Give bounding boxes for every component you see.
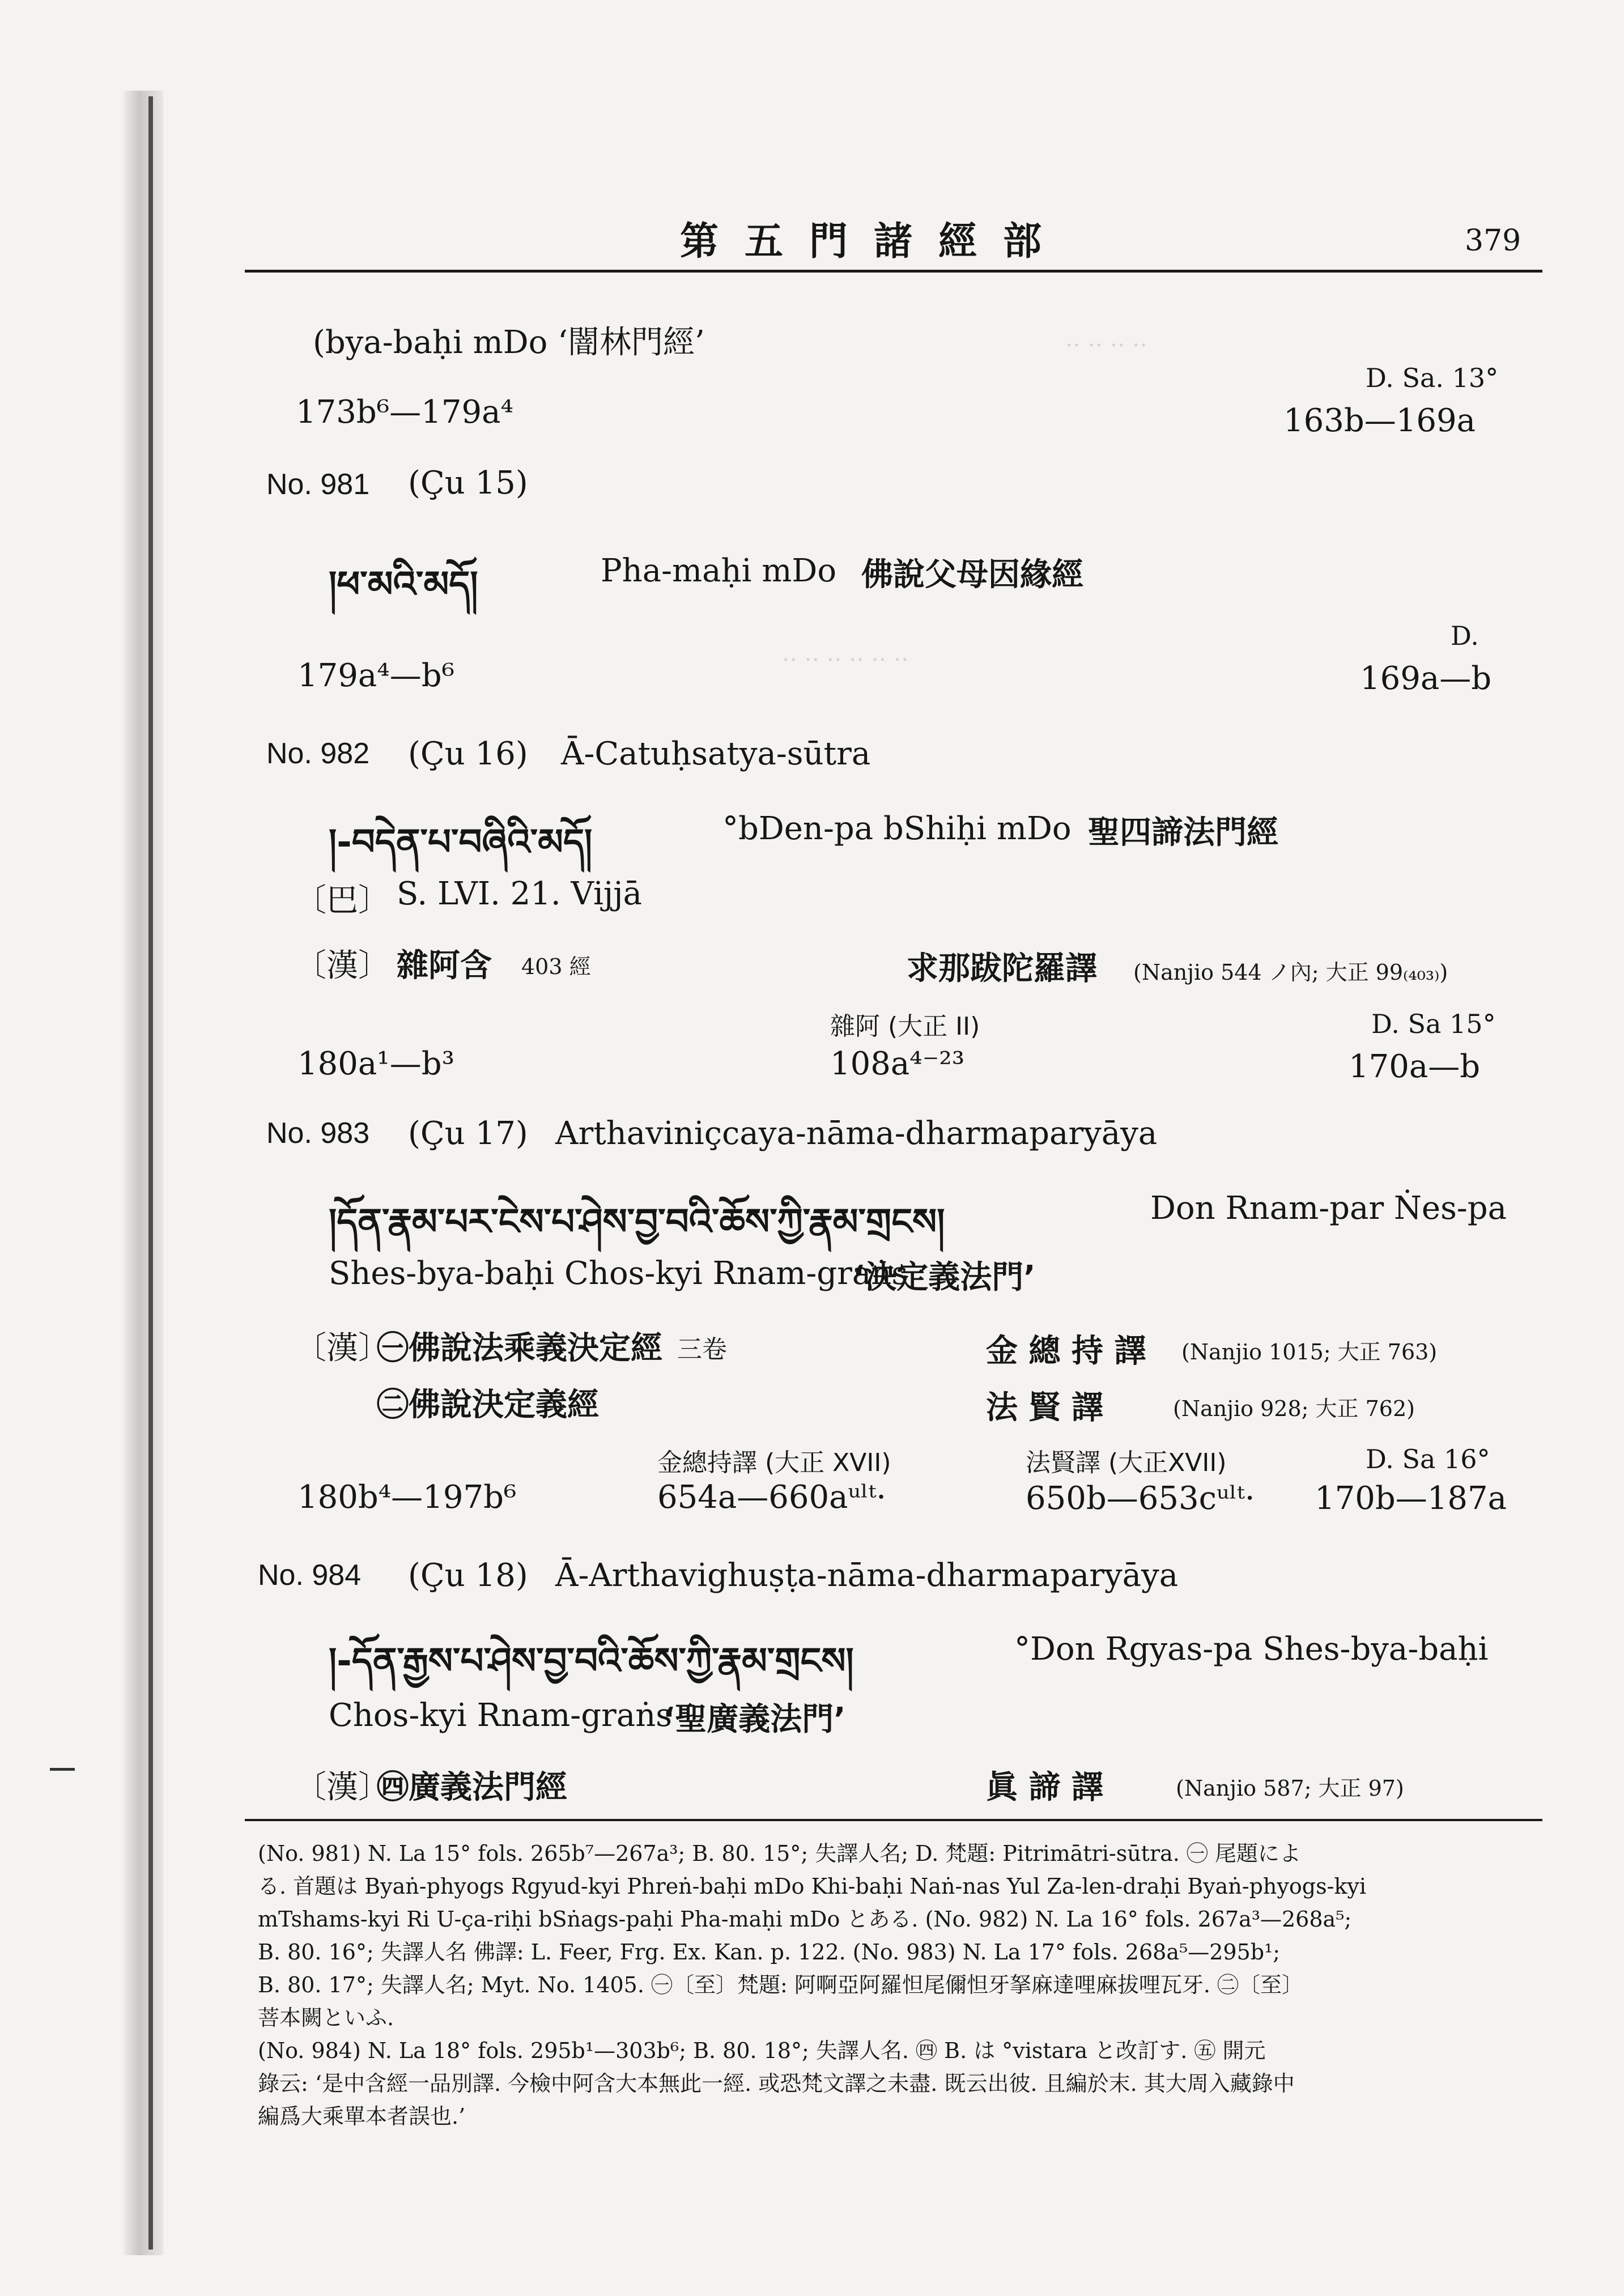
entry-982-derge-ref: D. Sa 15° (1371, 1009, 1496, 1039)
entry-981-range-left: 179a⁴—b⁶ (297, 657, 455, 694)
entry-983-number: No. 983 (266, 1117, 370, 1150)
entry-982-sanskrit: Ā-Catuḥsatya-sūtra (561, 735, 871, 772)
entry-984-tibetan: །-དོན་རྒྱས་པ་ཤེས་བྱ་བའི་ཆོས་ཀྱི་རྣམ་གྲངས། (329, 1640, 854, 1682)
entry-983-taisho-label-1: 金總持譯 (大正 XVII) (657, 1448, 891, 1477)
entry-983-range-mid-1: 654a—660aᵘˡᵗ· (657, 1479, 887, 1516)
entry-983-han-text-1: ㊀佛說法乘義決定經 (377, 1330, 662, 1367)
entry-981-chinese: 佛說父母因緣經 (861, 556, 1083, 593)
entry-983-range-right: 170b—187a (1315, 1480, 1507, 1517)
entry-981-code: (Çu 15) (408, 465, 528, 501)
footnote-rule (245, 1819, 1542, 1821)
binding-edge-line (148, 96, 153, 2250)
entry-981-derge-label: D. (1451, 620, 1479, 651)
entry-983-chinese: ‘決定義法門’ (853, 1259, 1036, 1296)
entry-982-taisho-label: 雜阿 (大正 II) (830, 1012, 980, 1041)
footnote-line: B. 80. 16°; 失譯人名 佛譯: L. Feer, Frg. Ex. Kan. p. 122. (No. 983) N. La 17° fols. 268a⁵—295b¹; (258, 1940, 1281, 1965)
entry-983-tibetan: །དོན་རྣམ་པར་ངེས་པ་ཤེས་བྱ་བའི་ཆོས་ཀྱི་རྣམ་གྲངས། (329, 1201, 945, 1243)
entry-983-sanskrit: Arthaviniçcaya-nāma-dharmaparyāya (555, 1115, 1158, 1152)
entry-983-han-label: 〔漢〕 (295, 1330, 390, 1367)
entry-984-han-text: ㊃廣義法門經 (377, 1769, 567, 1806)
top-entry-range-right: 163b—169a (1283, 402, 1476, 439)
footnote-line: (No. 981) N. La 15° fols. 265b⁷—267a³; B. 80. 15°; 失譯人名; D. 梵題: Pitrimātri-sūtra. ㊀ 尾題によ (258, 1841, 1301, 1866)
entry-983-nanjio-2: (Nanjio 928; 大正 762) (1173, 1396, 1415, 1421)
entry-984-code: (Çu 18) (408, 1557, 528, 1594)
entry-984-transliteration-1: °Don Rgyas-pa Shes-bya-baḥi (1014, 1631, 1489, 1668)
entry-984-han-label: 〔漢〕 (295, 1769, 390, 1806)
footnote-line: 錄云: ‘是中含經一品別譯. 今檢中阿含大本無此一經. 或恐梵文譯之未盡. 既云出彼. 且編於末. 其大周入藏錄中 (258, 2071, 1295, 2096)
header-rule (245, 270, 1542, 273)
bleed-through: ‥ ‥ ‥ ‥ ‥ ‥ (782, 640, 909, 666)
entry-982-chinese: 聖四諦法門經 (1088, 814, 1278, 851)
entry-982-transliteration: °bDen-pa bShiḥi mDo (722, 810, 1072, 847)
page-gutter-shadow (124, 91, 163, 2255)
footnote-line: mTshams-kyi Ri U-ça-riḥi bSṅags-paḥi Pha-maḥi mDo とある. (No. 982) N. La 16° fols. 267a³—268a⁵; (258, 1907, 1352, 1932)
entry-983-transliteration-2: Shes-bya-baḥi Chos-kyi Rnam-graṅs (329, 1255, 908, 1292)
entry-983-transliteration-1: Don Rnam-par Ṅes-pa (1150, 1190, 1507, 1227)
page-number: 379 (1465, 224, 1521, 258)
entry-982-han-sutra: 403 經 (521, 954, 591, 979)
entry-984-transliteration-2: Chos-kyi Rnam-graṅs (329, 1697, 673, 1734)
page-header-title: 第五門諸經部 (680, 219, 1068, 264)
entry-982-translator: 求那跋陀羅譯 (907, 950, 1097, 987)
entry-981-tibetan: །ཕ་མའི་མདོ། (329, 564, 478, 606)
entry-982-range-left: 180a¹—b³ (297, 1045, 455, 1082)
entry-984-translator: 眞 諦 譯 (986, 1769, 1103, 1806)
footnote-line: る. 首題は Byaṅ-phyogs Rgyud-kyi Phreṅ-baḥi mDo Khi-baḥi Naṅ-nas Yul Za-len-draḥi Byaṅ-phyogs-kyi (258, 1874, 1367, 1899)
entry-983-translator-1: 金 總 持 譯 (986, 1333, 1146, 1370)
entry-982-han-label: 〔漢〕 (295, 947, 390, 984)
entry-982-number: No. 982 (266, 737, 370, 770)
top-entry-range-left: 173b⁶—179a⁴ (296, 394, 513, 431)
entry-981-transliteration: Pha-maḥi mDo (601, 552, 837, 589)
entry-983-taisho-label-2: 法賢譯 (大正XVII) (1026, 1448, 1227, 1477)
footnote-line: (No. 984) N. La 18° fols. 295b¹—303b⁶; B. 80. 18°; 失譯人名. ㊃ B. は °vistara と改訂す. ㊄ 開元 (258, 2038, 1266, 2063)
entry-983-range-mid-2: 650b—653cᵘˡᵗ· (1026, 1480, 1255, 1517)
entry-982-pali-ref: S. LVI. 21. Vijjā (397, 875, 643, 912)
entry-982-code: (Çu 16) (408, 735, 528, 772)
entry-983-han-text-2: ㊁佛說決定義經 (377, 1387, 599, 1423)
entry-984-sanskrit: Ā-Arthavighuṣṭa-nāma-dharmaparyāya (555, 1557, 1179, 1594)
entry-982-pali-label: 〔巴〕 (295, 882, 390, 919)
entry-984-number: No. 984 (258, 1559, 362, 1592)
margin-dash (50, 1768, 75, 1771)
footnote-line: 編爲大乘單本者誤也.’ (258, 2104, 466, 2129)
entry-982-range-right: 170a—b (1349, 1048, 1481, 1085)
footnote-line: 菩本闕といふ. (258, 2005, 394, 2030)
entry-982-range-mid: 108a⁴⁻²³ (830, 1045, 965, 1082)
entry-983-nanjio-1: (Nanjio 1015; 大正 763) (1181, 1340, 1438, 1364)
entry-983-han-text-1-suffix: 三卷 (677, 1335, 727, 1364)
top-entry-title: (bya-baḥi mDo ‘闇林門經’ (313, 324, 705, 361)
entry-984-chinese: ‘聖廣義法門’ (663, 1701, 846, 1738)
entry-983-translator-2: 法 賢 譯 (986, 1389, 1103, 1426)
entry-981-number: No. 981 (266, 468, 370, 501)
bleed-through: ‥ ‥ ‥ ‥ (1065, 326, 1147, 352)
entry-983-range-left: 180b⁴—197b⁶ (297, 1479, 517, 1516)
entry-982-nanjio: (Nanjio 544 ノ內; 大正 99₍₄₀₃₎) (1133, 960, 1448, 985)
footnote-line: B. 80. 17°; 失譯人名; Myt. No. 1405. ㊀〔至〕梵題: 阿啊亞阿羅怛尾儞怛牙拏麻達哩麻拔哩瓦牙. ㊁〔至〕 (258, 1972, 1304, 1997)
entry-984-nanjio: (Nanjio 587; 大正 97) (1176, 1776, 1404, 1801)
entry-983-code: (Çu 17) (408, 1115, 528, 1152)
entry-982-han-text: 雜阿含 (397, 947, 492, 984)
entry-983-derge-ref: D. Sa 16° (1366, 1444, 1490, 1474)
top-entry-derge-ref: D. Sa. 13° (1366, 363, 1499, 393)
entry-982-tibetan: །-བདེན་པ་བཞིའི་མདོ། (329, 822, 593, 864)
entry-981-range-right: 169a—b (1360, 660, 1492, 697)
